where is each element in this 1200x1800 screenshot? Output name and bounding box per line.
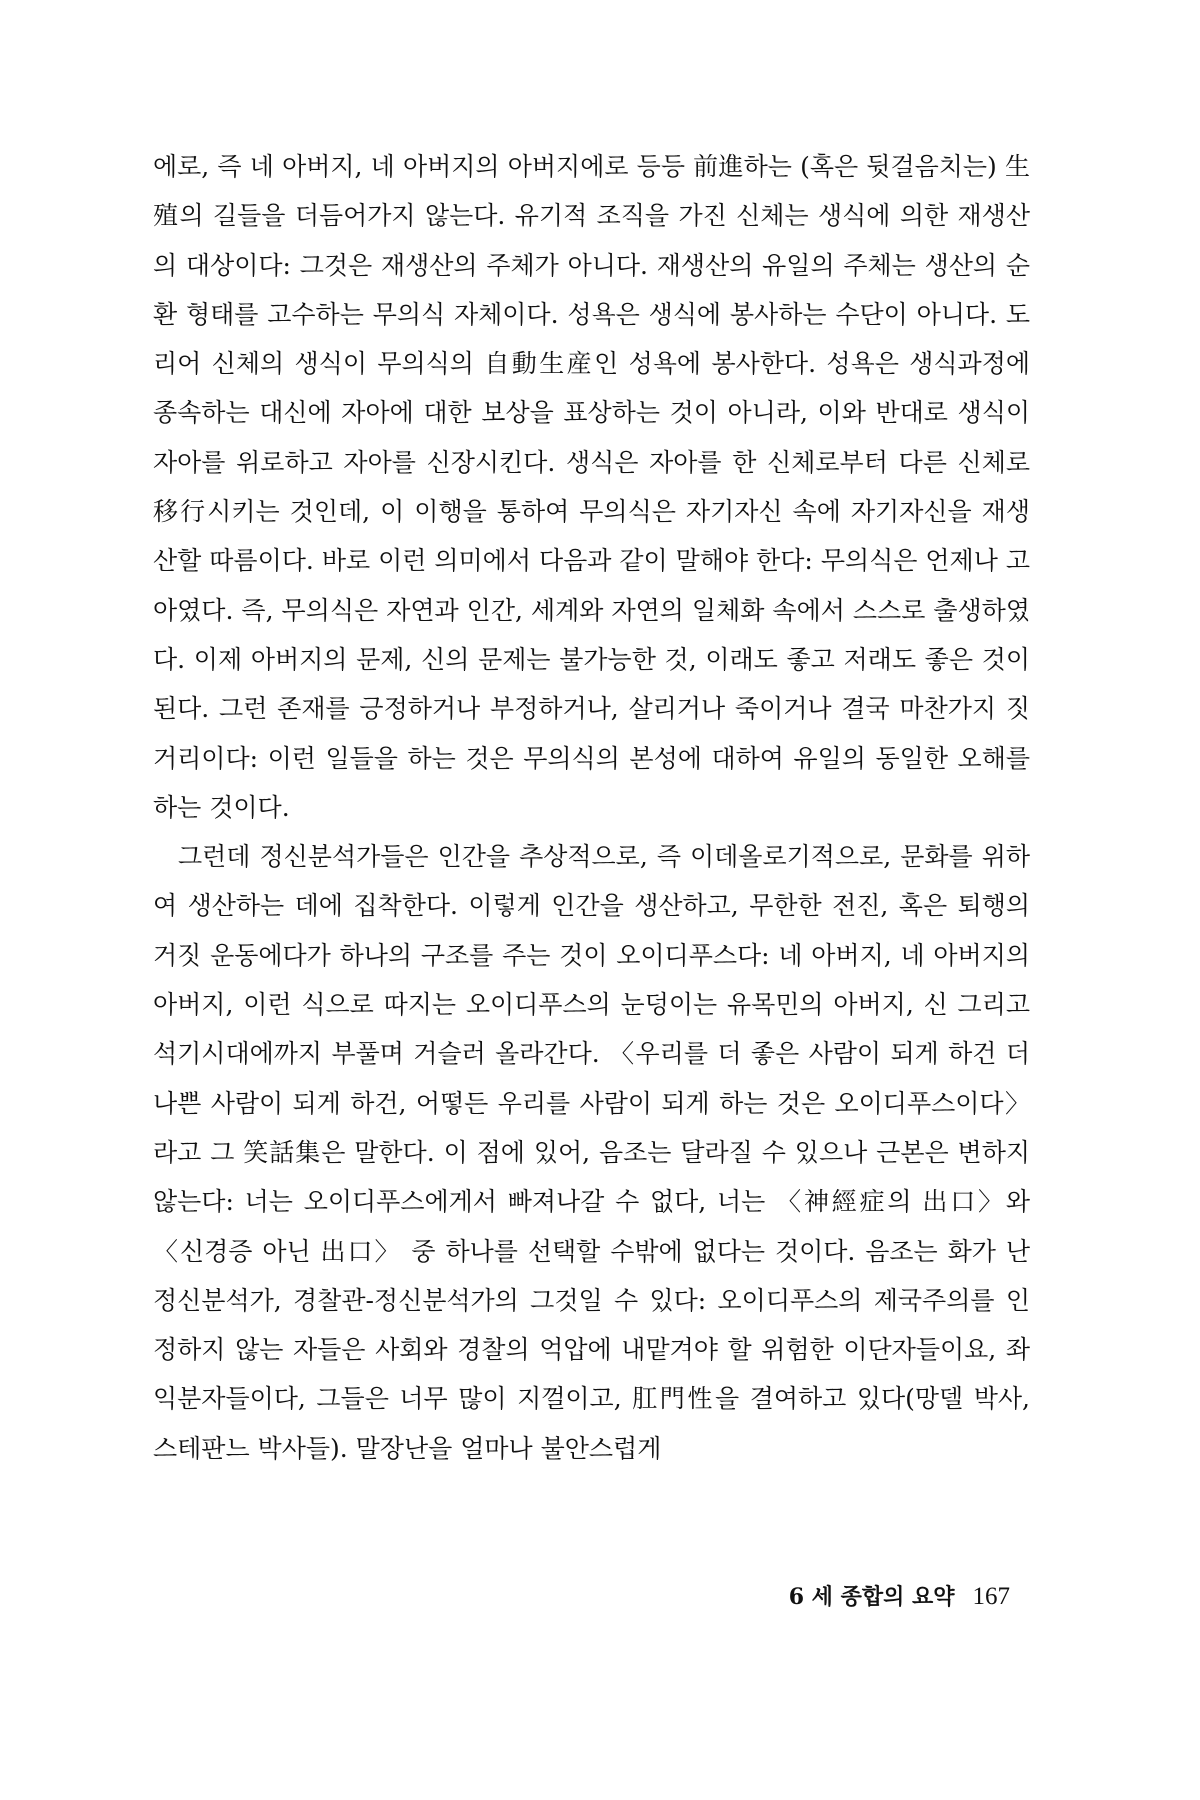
page-number: 167 — [972, 1583, 1010, 1610]
paragraph-1: 에로, 즉 네 아버지, 네 아버지의 아버지에로 등등 前進하는 (혹은 뒷걸음치는) 生殖의 길들을 더듬어가지 않는다. 유기적 조직을 가진 신체는 생식에 의한 재생산의 대상이다: 그것은 재생산의 주체가 아니다. 재생산의 유일의 주체는 생산의 순환 형태를 고수하는 무의식 자체이다. 성욕은 생식에 봉사하는 수단이 아니다. 도리어 신체의 생식이 무의식의 自動生産인 성욕에 봉사한다. 성욕은 생식과정에 종속하는 대신에 자아에 대한 보상을 표상하는 것이 아니라, 이와 반대로 생식이 자아를 위로하고 자아를 신장시킨다. 생식은 자아를 한 신체로부터 다른 신체로 移行시키는 것인데, 이 이행을 통하여 무의식은 자기자신 속에 자기자신을 재생산할 따름이다. 바로 이런 의미에서 다음과 같이 말해야 한다: 무의식은 언제나 고아였다. 즉, 무의식은 자연과 인간, 세계와 자연의 일체화 속에서 스스로 출생하였다. 이제 아버지의 문제, 신의 문제는 불가능한 것, 이래도 좋고 저래도 좋은 것이 된다. 그런 존재를 긍정하거나 부정하거나, 살리거나 죽이거나 결국 마찬가지 짓거리이다: 이런 일들을 하는 것은 무의식의 본성에 대하여 유일의 동일한 오해를 하는 것이다. — [153, 152, 1030, 822]
running-footer-chapter: 6 세 종합의 요약 — [788, 1584, 955, 1610]
paragraph-2: 그런데 정신분석가들은 인간을 추상적으로, 즉 이데올로기적으로, 문화를 위하여 생산하는 데에 집착한다. 이렇게 인간을 생산하고, 무한한 전진, 혹은 퇴행의 거짓 운동에다가 하나의 구조를 주는 것이 오이디푸스다: 네 아버지, 네 아버지의 아버지, 이런 식으로 따지는 오이디푸스의 눈덩이는 유목민의 아버지, 신 그리고 석기시대에까지 부풀며 거슬러 올라간다. 〈우리를 더 좋은 사람이 되게 하건 더 나쁜 사람이 되게 하건, 어떻든 우리를 사람이 되게 하는 것은 오이디푸스이다〉라고 그 笑話集은 말한다. 이 점에 있어, 음조는 달라질 수 있으나 근본은 변하지 않는다: 너는 오이디푸스에게서 빠져나갈 수 없다, 너는 〈神經症의 出口〉와 〈신경증 아닌 出口〉 중 하나를 선택할 수밖에 없다는 것이다. 음조는 화가 난 정신분석가, 경찰관-정신분석가의 그것일 수 있다: 오이디푸스의 제국주의를 인정하지 않는 자들은 사회와 경찰의 억압에 내맡겨야 할 위험한 이단자들이요, 좌익분자들이다, 그들은 너무 많이 지껄이고, 肛門性을 결여하고 있다(망델 박사, 스테판느 박사들). 말장난을 얼마나 불안스럽게 — [153, 842, 1030, 1463]
page-footer — [789, 1582, 1010, 1613]
body-text — [153, 142, 1030, 1473]
